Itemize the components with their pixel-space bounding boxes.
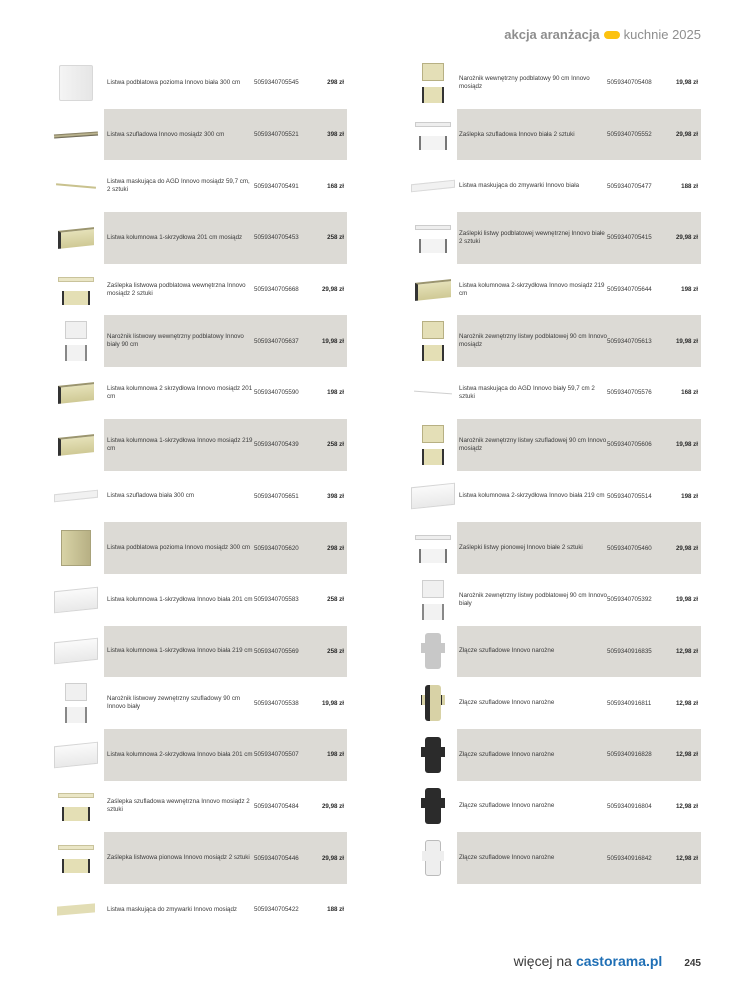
product-name: Listwa szufladowa Innovo mosiądz 300 cm <box>107 130 225 138</box>
product-name: Listwa kolumnowa 1-skrzydłowa 201 cm mosiądz <box>107 233 243 241</box>
product-price: 12,98 zł <box>675 647 698 655</box>
product-price: 29,98 zł <box>321 286 344 294</box>
product-ean: 5059340705446 <box>254 854 299 862</box>
product-ean: 5059340705439 <box>254 441 299 449</box>
brass-strip-icon <box>50 886 102 934</box>
brass-corner-icon <box>407 421 459 469</box>
white-strip-icon <box>50 472 102 520</box>
product-ean: 5059340705392 <box>607 596 652 604</box>
product-price: 258 zł <box>327 441 344 449</box>
product-name: Narożnik listwowy wewnętrzny podblatowy Innovo biały 90 cm <box>107 333 244 349</box>
product-name: Listwa kolumnowa 2-skrzydłowa Innovo biała 219 cm <box>459 492 605 500</box>
product-price: 29,98 zł <box>675 544 698 552</box>
product-row <box>407 522 701 574</box>
product-list-right <box>407 57 701 884</box>
white-rail-icon <box>50 576 102 624</box>
header-section: kuchnie 2025 <box>623 27 701 42</box>
product-name: Listwa maskująca do AGD Innovo mosiądz 59,7 cm, 2 sztuki <box>107 178 250 194</box>
product-name: Narożnik wewnętrzny podblatowy 90 cm Innovo mosiądz <box>459 74 590 90</box>
product-row <box>50 884 347 936</box>
product-name: Listwa kolumnowa 2-skrzydłowa Innovo mosiądz 219 cm <box>459 281 605 297</box>
product-name: Złącze szufladowe Innovo narożne <box>459 854 555 862</box>
brass-connector-icon <box>407 679 459 727</box>
product-name: Listwa maskująca do zmywarki Innovo biała <box>459 182 580 190</box>
product-price: 198 zł <box>681 492 698 500</box>
product-row <box>50 315 347 367</box>
product-ean: 5059340705651 <box>254 492 299 500</box>
product-row <box>50 419 347 471</box>
product-name: Listwa podblatowa pozioma Innovo biała 300 cm <box>107 78 241 86</box>
white-rail-icon <box>407 472 459 520</box>
brass-cap-icon <box>50 834 102 882</box>
product-name: Listwa maskująca do zmywarki Innovo mosiądz <box>107 905 237 913</box>
product-row <box>407 729 701 781</box>
product-ean: 5059340705637 <box>254 337 299 345</box>
product-ean: 5059340705538 <box>254 699 299 707</box>
brass-cap-icon <box>50 266 102 314</box>
product-ean: 5059340916828 <box>607 751 652 759</box>
footer-site-link[interactable]: castorama.pl <box>575 953 663 969</box>
thin-white-strip-icon <box>407 369 459 417</box>
product-row <box>407 677 701 729</box>
product-row <box>50 832 347 884</box>
product-name: Zaślepka listwowa pionowa Innovo mosiądz 2 sztuki <box>107 854 250 862</box>
product-row <box>407 212 701 264</box>
thin-brass-strip-icon <box>50 162 102 210</box>
product-ean: 5059340705408 <box>607 79 652 87</box>
white-strip-icon <box>407 162 459 210</box>
product-row <box>407 160 701 212</box>
product-price: 12,98 zł <box>675 802 698 810</box>
product-price: 168 zł <box>327 182 344 190</box>
product-price: 198 zł <box>681 286 698 294</box>
product-price: 19,98 zł <box>675 596 698 604</box>
product-ean: 5059340705422 <box>254 906 299 914</box>
product-price: 198 zł <box>327 389 344 397</box>
white-cap-icon <box>407 111 459 159</box>
product-name: Listwa kolumnowa 2 skrzydłowa Innovo mosiądz 201 cm <box>107 384 253 400</box>
product-list-left <box>50 57 347 936</box>
product-row <box>407 574 701 626</box>
product-price: 12,98 zł <box>675 751 698 759</box>
product-price: 258 zł <box>327 647 344 655</box>
product-name: Zaślepka szufladowa wewnętrzna Innovo mosiądz 2 sztuki <box>107 798 250 814</box>
product-price: 258 zł <box>327 596 344 604</box>
black-connector-icon <box>407 782 459 830</box>
white-corner-icon <box>50 679 102 727</box>
product-row <box>50 471 347 523</box>
product-name: Złącze szufladowe Innovo narożne <box>459 750 555 758</box>
product-row <box>50 626 347 678</box>
product-name: Listwa kolumnowa 1-skrzydłowa Innovo biała 201 cm <box>107 595 253 603</box>
brass-corner-icon <box>407 317 459 365</box>
product-ean: 5059340705668 <box>254 286 299 294</box>
brass-rail-icon <box>407 266 459 314</box>
product-name: Złącze szufladowe Innovo narożne <box>459 647 555 655</box>
product-price: 12,98 zł <box>675 854 698 862</box>
brass-rail-icon <box>50 369 102 417</box>
product-ean: 5059340705552 <box>607 131 652 139</box>
product-price: 198 zł <box>327 751 344 759</box>
product-price: 19,98 zł <box>675 441 698 449</box>
product-name: Listwa kolumnowa 2-skrzydłowa Innovo biała 201 cm <box>107 750 253 758</box>
product-ean: 5059340705606 <box>607 441 652 449</box>
product-ean: 5059340916811 <box>607 699 652 707</box>
product-row <box>50 212 347 264</box>
product-ean: 5059340916804 <box>607 802 652 810</box>
product-row <box>50 522 347 574</box>
product-row <box>407 367 701 419</box>
product-ean: 5059340705477 <box>607 182 652 190</box>
product-row <box>407 471 701 523</box>
product-ean: 5059340705590 <box>254 389 299 397</box>
product-price: 188 zł <box>681 182 698 190</box>
product-row <box>407 57 701 109</box>
product-row <box>407 781 701 833</box>
product-price: 29,98 zł <box>675 131 698 139</box>
product-price: 298 zł <box>327 79 344 87</box>
brass-rail-icon <box>50 214 102 262</box>
product-price: 398 zł <box>327 131 344 139</box>
product-name: Listwa kolumnowa 1-skrzydłowa Innovo mosiądz 219 cm <box>107 436 253 452</box>
product-price: 19,98 zł <box>675 79 698 87</box>
product-name: Listwa maskująca do AGD Innovo biały 59,7 cm 2 sztuki <box>459 384 595 400</box>
brass-corner-icon <box>407 59 459 107</box>
product-name: Listwa podblatowa pozioma Innovo mosiądz 300 cm <box>107 544 251 552</box>
product-price: 398 zł <box>327 492 344 500</box>
product-name: Zaślepki listwy pionowej Innovo białe 2 sztuki <box>459 544 583 552</box>
product-row <box>50 109 347 161</box>
product-ean: 5059340705613 <box>607 337 652 345</box>
product-row <box>50 729 347 781</box>
product-price: 188 zł <box>327 906 344 914</box>
product-ean: 5059340705583 <box>254 596 299 604</box>
product-price: 19,98 zł <box>321 337 344 345</box>
product-ean: 5059340705460 <box>607 544 652 552</box>
product-name: Zaślepka szufladowa Innovo biała 2 sztuki <box>459 130 575 138</box>
page-footer <box>514 953 701 969</box>
product-name: Złącze szufladowe Innovo narożne <box>459 802 555 810</box>
grey-connector-icon <box>407 627 459 675</box>
brass-bar-icon <box>50 111 102 159</box>
product-ean: 5059340916842 <box>607 854 652 862</box>
product-price: 29,98 zł <box>675 234 698 242</box>
product-ean: 5059340705453 <box>254 234 299 242</box>
product-name: Narożnik zewnętrzny listwy podblatowej 90 cm Innovo mosiądz <box>459 333 607 349</box>
brass-cap-icon <box>50 782 102 830</box>
yellow-pill-icon <box>604 31 620 39</box>
header-campaign: akcja aranżacja <box>504 27 600 42</box>
product-ean: 5059340705569 <box>254 647 299 655</box>
product-name: Zaślepki listwy podblatowej wewnętrznej Innovo białe 2 sztuki <box>459 229 605 245</box>
product-ean: 5059340705521 <box>254 131 299 139</box>
product-row <box>407 626 701 678</box>
product-price: 19,98 zł <box>321 699 344 707</box>
product-row <box>50 574 347 626</box>
product-price: 19,98 zł <box>675 337 698 345</box>
product-row <box>50 677 347 729</box>
page-number: 245 <box>684 958 701 969</box>
product-name: Narożnik listwowy zewnętrzny szufladowy 90 cm Innovo biały <box>107 695 241 711</box>
product-ean: 5059340705491 <box>254 182 299 190</box>
product-row <box>50 264 347 316</box>
product-row <box>50 57 347 109</box>
product-ean: 5059340705620 <box>254 544 299 552</box>
product-row <box>407 419 701 471</box>
product-ean: 5059340705576 <box>607 389 652 397</box>
white-cap-icon <box>407 524 459 572</box>
product-price: 168 zł <box>681 389 698 397</box>
brass-rail-icon <box>50 421 102 469</box>
product-name: Narożnik zewnętrzny listwy podblatowej 90 cm Innovo biały <box>459 591 607 607</box>
product-name: Narożnik zewnętrzny listwy szufladowej 90 cm Innovo mosiądz <box>459 436 607 452</box>
product-name: Zaślepka listwowa podblatowa wewnętrzna Innovo mosiądz 2 sztuki <box>107 281 246 297</box>
white-rail-icon <box>50 627 102 675</box>
product-price: 298 zł <box>327 544 344 552</box>
product-ean: 5059340705415 <box>607 234 652 242</box>
product-price: 12,98 zł <box>675 699 698 707</box>
product-name: Listwa kolumnowa 1-skrzydłowa Innovo biała 219 cm <box>107 647 253 655</box>
product-ean: 5059340705484 <box>254 802 299 810</box>
product-row <box>407 832 701 884</box>
white-corner-icon <box>407 576 459 624</box>
product-name: Złącze szufladowe Innovo narożne <box>459 699 555 707</box>
product-ean: 5059340705545 <box>254 79 299 87</box>
page-header <box>504 27 701 42</box>
product-ean: 5059340705514 <box>607 492 652 500</box>
product-row <box>407 109 701 161</box>
plinth-brass-icon <box>50 524 102 572</box>
plinth-white-icon <box>50 59 102 107</box>
product-row <box>50 160 347 212</box>
product-price: 29,98 zł <box>321 802 344 810</box>
product-row <box>50 781 347 833</box>
footer-more-text: więcej na <box>513 953 572 969</box>
product-ean: 5059340916835 <box>607 647 652 655</box>
black-connector-icon <box>407 731 459 779</box>
product-ean: 5059340705507 <box>254 751 299 759</box>
white-cap-icon <box>407 214 459 262</box>
product-ean: 5059340705644 <box>607 286 652 294</box>
product-row <box>407 315 701 367</box>
white-connector-icon <box>407 834 459 882</box>
white-corner-icon <box>50 317 102 365</box>
white-rail-icon <box>50 731 102 779</box>
product-price: 29,98 zł <box>321 854 344 862</box>
product-price: 258 zł <box>327 234 344 242</box>
product-row <box>407 264 701 316</box>
product-row <box>50 367 347 419</box>
product-name: Listwa szufladowa biała 300 cm <box>107 492 195 500</box>
